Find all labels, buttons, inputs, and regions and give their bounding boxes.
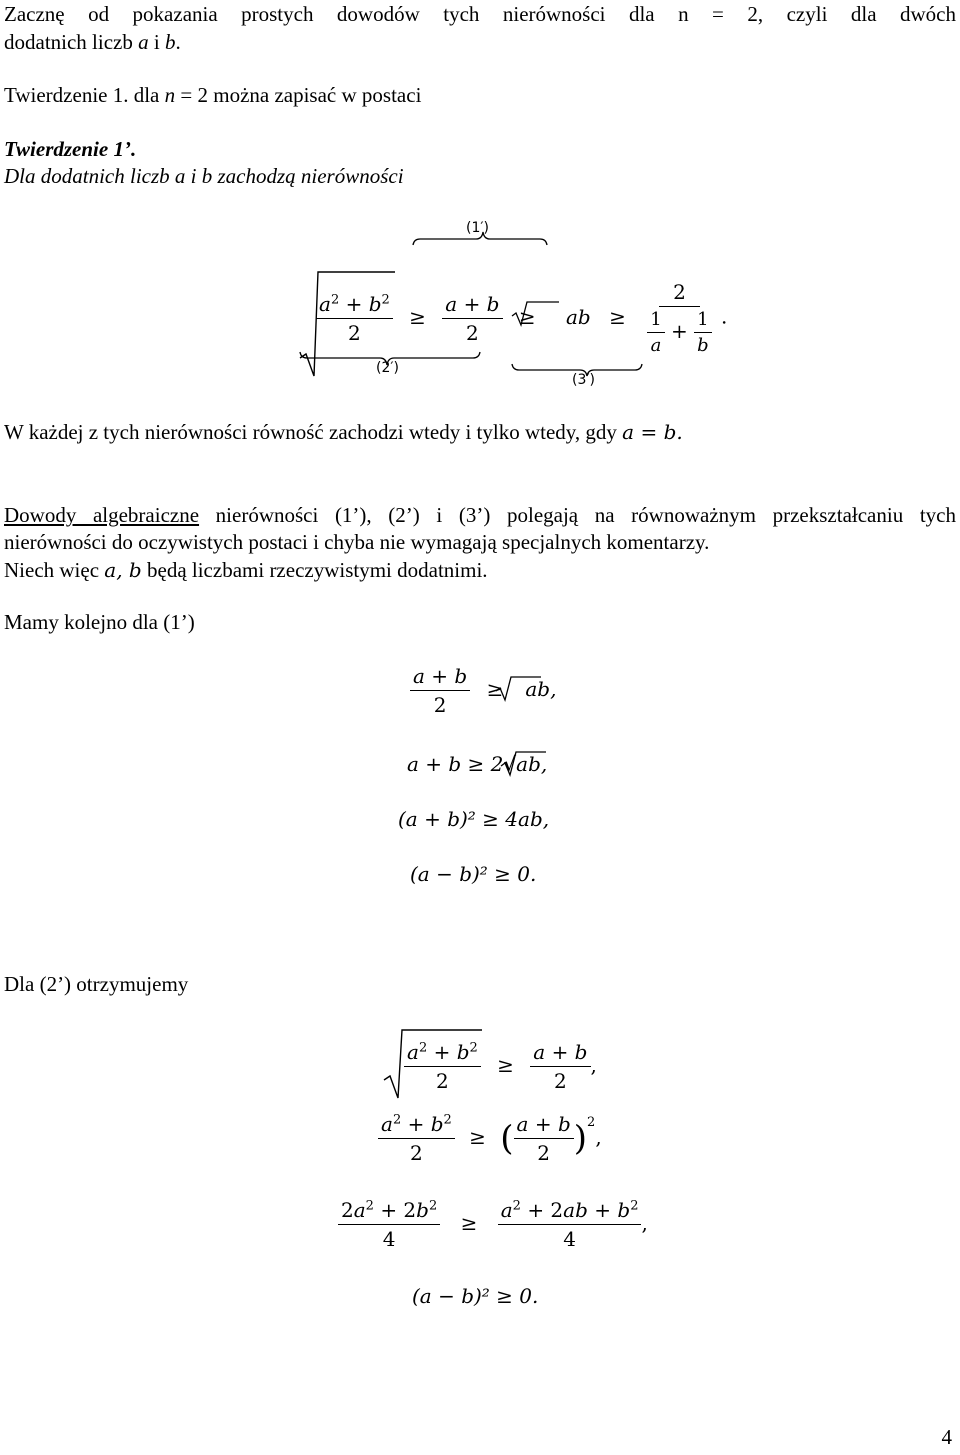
label-3-prime: (3′) — [572, 372, 596, 388]
intro-line-1: Zacznę od pokazania prostych dowodów tych nierówności dla n = 2, czyli dla dwóch — [4, 2, 956, 26]
section2-eq-2: $\frac{a^2 + b^2}{2}$ ≥ ( $\frac{a + b}{2}$ )$^2$, — [378, 1112, 602, 1165]
section1-step-3: (a − b)² ≥ 0. — [410, 862, 537, 886]
theorem-title: Twierdzenie 1’. — [4, 137, 137, 161]
section2-eq-3: $\frac{2a^2 + 2b^2}{4}$ ≥ $\frac{a^2 + 2ab + b^2}{4}$ , — [338, 1198, 648, 1251]
section2-heading: Dla (2’) otrzymujemy — [4, 972, 189, 996]
proofs-line-2: nierówności do oczywistych postaci i chyba nie wymagają specjalnych komentarzy. — [4, 530, 710, 554]
theorem-reference: Twierdzenie 1. dla n = 2 można zapisać w postaci — [4, 83, 422, 107]
section1-heading: Mamy kolejno dla (1’) — [4, 610, 195, 634]
section1-eq-0: $\frac{a + b}{2}$ ≥ ab, — [410, 664, 556, 717]
theorem-statement: Dla dodatnich liczb a i b zachodzą nierówności — [4, 164, 404, 188]
section2-eq-1: $\frac{a^2 + b^2}{2}$ ≥ $\frac{a + b}{2}$ , — [404, 1040, 597, 1093]
page-number: 4 — [941, 1425, 952, 1449]
section2-eq-4: (a − b)² ≥ 0. — [412, 1284, 539, 1308]
label-2-prime: (2′) — [376, 360, 400, 376]
intro-line-2: dodatnich liczb a i b. — [4, 30, 181, 54]
proofs-line-1: Dowody algebraiczne nierówności (1’), (2’) i (3’) polegają na równoważnym przekształcaniu tych — [4, 503, 956, 527]
section1-step-1: a + b ≥ 2√ab, — [407, 752, 548, 776]
equality-note: W każdej z tych nierówności równość zachodzi wtedy i tylko wtedy, gdy a = b. — [4, 420, 683, 444]
main-inequality: $\frac{a^2 + b^2}{2}$ ≥ $\frac{a + b}{2}$ ≥ ab ≥ 2 $\frac{1}{a}$ + $\frac{1}{b}$ . — [316, 280, 727, 356]
section1-step-2: (a + b)² ≥ 4ab, — [398, 807, 550, 831]
label-1-prime: (1′) — [466, 220, 490, 236]
proofs-line-3: Niech więc a, b będą liczbami rzeczywistymi dodatnimi. — [4, 558, 488, 582]
